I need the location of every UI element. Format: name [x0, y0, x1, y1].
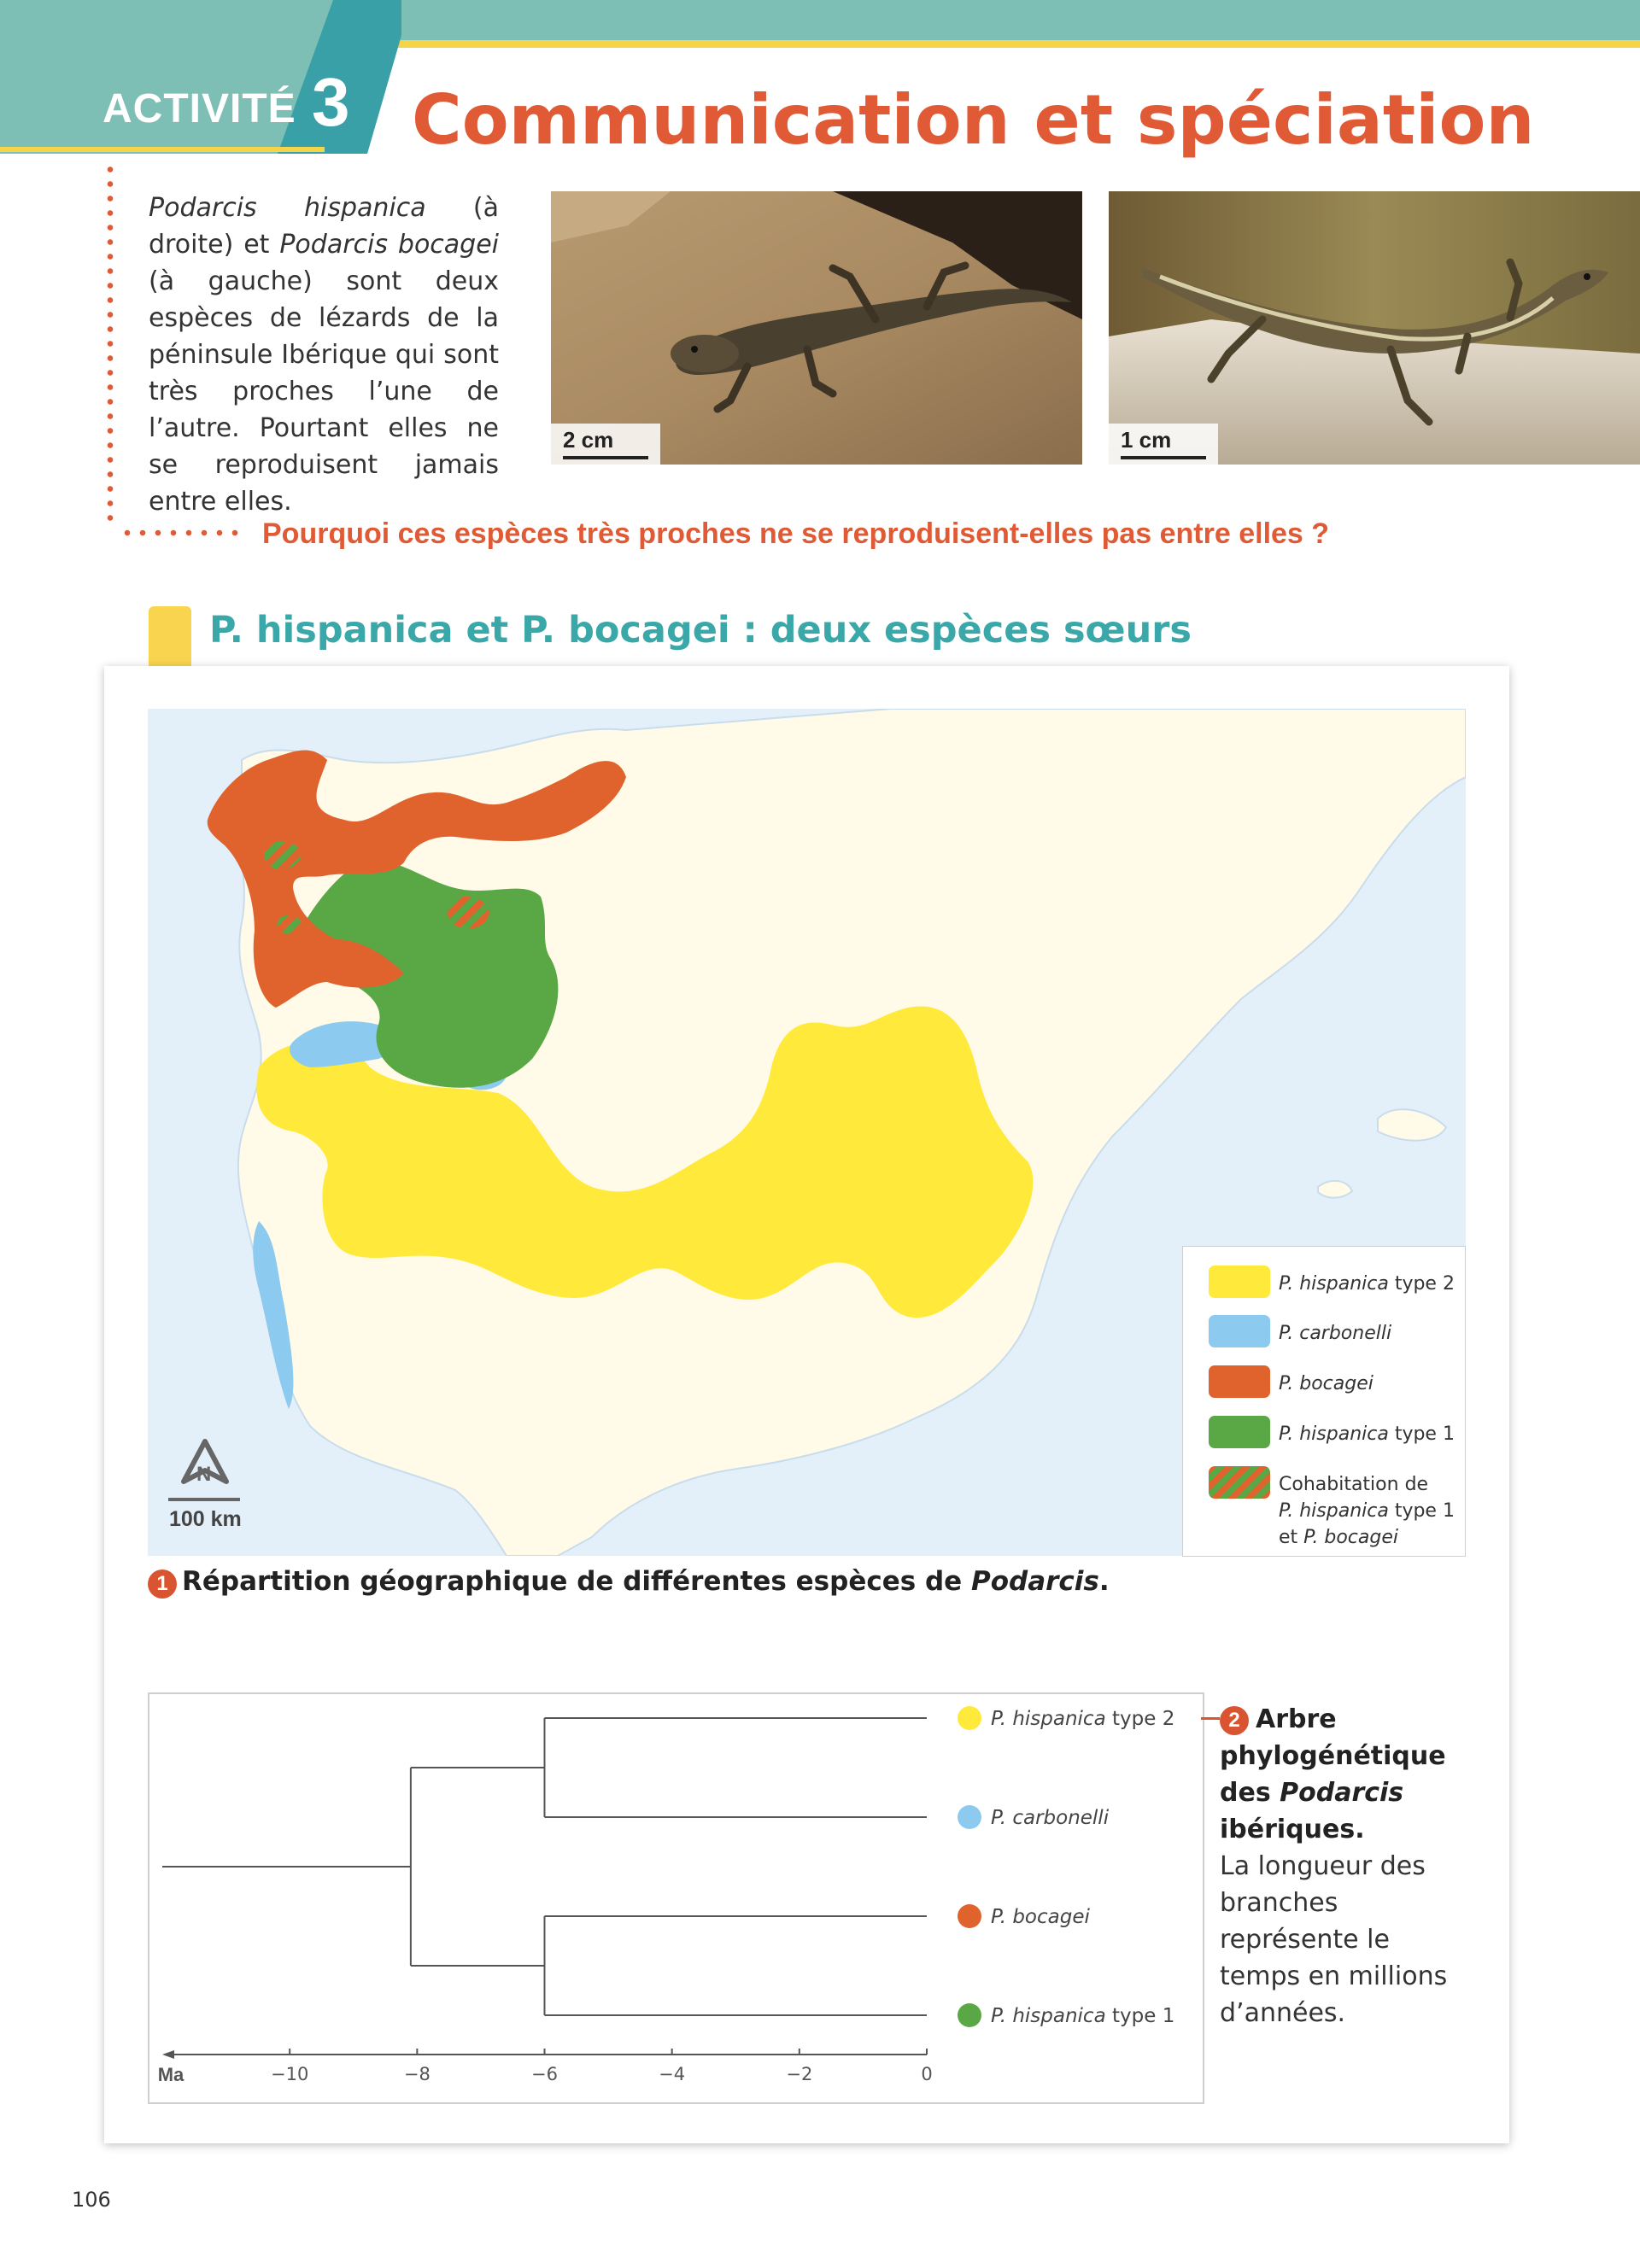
- legend-swatch: [1209, 1416, 1270, 1448]
- legend-species: P. hispanica: [1279, 1423, 1389, 1445]
- legend-swatch: [1209, 1365, 1270, 1398]
- leaf-label-carb: P. carbonelli: [991, 1807, 1110, 1829]
- legend-suffix: type 2: [1388, 1273, 1455, 1295]
- caption-end: .: [1098, 1566, 1110, 1597]
- caption-connector: [1201, 1717, 1220, 1720]
- scale-indicator: [1109, 424, 1218, 465]
- intro-paragraph: [149, 190, 499, 520]
- map-scale-label: 100 km: [169, 1507, 242, 1531]
- time-axis-arrow: [162, 2050, 174, 2059]
- legend-label: [1279, 1271, 1484, 1297]
- map-caption: [182, 1566, 1110, 1597]
- map-legend: [1182, 1246, 1466, 1557]
- phylogenetic-tree: [149, 1694, 1203, 2102]
- caption-text: Répartition géographique de différentes espèces de: [182, 1566, 971, 1597]
- axis-unit-label: Ma: [157, 2064, 184, 2085]
- legend-suffix: type 1: [1388, 1500, 1455, 1522]
- intro-text-part: (à gauche) sont deux espèces de lézards de la péninsule Ibérique qui sont très proches l’une de l’autre. Pourtant elles ne se reproduisent jamais entre elles.: [149, 266, 499, 517]
- activity-number: 3: [312, 64, 350, 140]
- legend-species: P. bocagei: [1303, 1527, 1398, 1548]
- page-number: 106: [72, 2188, 111, 2212]
- tree-caption-body: La longueur des branches représente le temps en millions d’années.: [1220, 1851, 1448, 2028]
- legend-line: Cohabitation de: [1279, 1474, 1429, 1495]
- page-title: Communication et spéciation: [412, 80, 1535, 160]
- leaf-dot-boca: [958, 1904, 981, 1928]
- tree-caption-title: [1220, 1701, 1476, 1848]
- legend-label: [1279, 1320, 1484, 1347]
- phylogenetic-tree-box: [148, 1692, 1204, 2104]
- section-title: P. hispanica et P. bocagei : deux espèces sœurs: [209, 609, 1192, 652]
- island-ibiza: [1318, 1181, 1352, 1198]
- caption-title-end: ibériques.: [1220, 1815, 1365, 1844]
- scale-label: 2 cm: [563, 427, 614, 453]
- dotted-line-vertical: [107, 162, 114, 526]
- axis-tick-label: 0: [921, 2064, 933, 2084]
- photo-podarcis-bocagei: [551, 191, 1082, 465]
- leaf-label-hisp1: P. hispanica type 1: [991, 2005, 1175, 2027]
- legend-species: P. bocagei: [1279, 1373, 1374, 1394]
- axis-tick-label: −6: [531, 2064, 558, 2084]
- legend-species: P. hispanica: [1279, 1500, 1389, 1522]
- scale-indicator: [551, 424, 660, 465]
- axis-tick-label: −10: [271, 2064, 309, 2084]
- legend-label: [1279, 1371, 1484, 1397]
- leaf-dot-carb: [958, 1805, 981, 1829]
- legend-swatch: [1209, 1266, 1270, 1298]
- legend-suffix: type 1: [1388, 1423, 1455, 1445]
- scale-bar: [1121, 456, 1206, 459]
- species-name: Podarcis bocagei: [279, 230, 500, 260]
- section-marker: [149, 606, 191, 668]
- tree-caption: [1220, 1701, 1476, 2031]
- leaf-label-boca: P. bocagei: [991, 1906, 1090, 1928]
- leaf-dot-hisp2: [958, 1706, 981, 1730]
- legend-label: [1279, 1471, 1484, 1551]
- leaf-dot-hisp1: [958, 2003, 981, 2027]
- photo-podarcis-hispanica: [1109, 191, 1640, 465]
- axis-tick-label: −2: [786, 2064, 813, 2084]
- scale-bar: [563, 456, 648, 459]
- legend-species: P. carbonelli: [1279, 1323, 1392, 1344]
- caption-italic: Podarcis: [971, 1566, 1099, 1597]
- caption-italic: Podarcis: [1280, 1778, 1404, 1808]
- legend-swatch-hatched: [1209, 1466, 1270, 1499]
- legend-species: P. hispanica: [1279, 1273, 1389, 1295]
- axis-tick-label: −4: [659, 2064, 686, 2084]
- document-number-badge: 2: [1220, 1706, 1249, 1735]
- leaf-label-hisp2: P. hispanica type 2: [991, 1708, 1175, 1730]
- header-yellow-stripe: [397, 40, 1640, 48]
- species-name: Podarcis hispanica: [149, 193, 426, 223]
- intro-text-part: (à droite) et: [149, 193, 499, 260]
- legend-swatch: [1209, 1315, 1270, 1347]
- axis-tick-label: −8: [403, 2064, 430, 2084]
- caption-title-text: Arbre phylogénétique des: [1220, 1704, 1446, 1808]
- problem-question: Pourquoi ces espèces très proches ne se reproduisent-elles pas entre elles ?: [262, 517, 1330, 550]
- dotted-line-horizontal: [120, 529, 239, 536]
- legend-label: [1279, 1421, 1484, 1447]
- scale-label: 1 cm: [1121, 427, 1172, 453]
- activity-label: ACTIVITÉ: [102, 86, 296, 132]
- legend-line: et: [1279, 1527, 1304, 1548]
- document-number-badge: 1: [148, 1569, 177, 1599]
- north-label: N: [196, 1463, 212, 1486]
